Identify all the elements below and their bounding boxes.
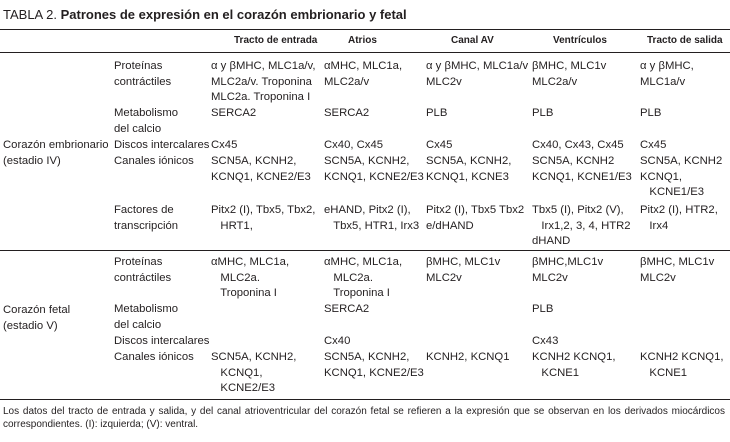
table-cell: SCN5A, KCNH2, KCNQ1, KCNE2/E3: [324, 351, 424, 379]
table-footnote: Los datos del tracto de entrada y salida, y del canal atrioventricular del corazón fetal se refieren a la expresión que se observan en los derivados miocárdicos correspondientes. (I): izquierda; (V): ventral.: [3, 406, 725, 430]
header-rule: [0, 52, 730, 53]
row-label: Metabolismo del calcio: [114, 107, 179, 135]
table-cell: SERCA2: [211, 107, 257, 119]
table-cell: SCN5A, KCNH2, KCNQ1, KCNE3: [426, 155, 512, 183]
table-cell: Cx45: [426, 139, 453, 151]
table-cell: Cx43: [532, 335, 559, 347]
table-cell: eHAND, Pitx2 (I), Tbx5, HTR1, Irx3: [324, 204, 420, 232]
table-cell: Cx45: [211, 139, 238, 151]
table-cell: Cx40, Cx45: [324, 139, 384, 151]
column-header-ventriculos: Ventrículos: [553, 35, 607, 46]
row-label: Proteínas contráctiles: [114, 60, 172, 88]
table-cell: KCNH2, KCNQ1: [426, 351, 510, 363]
row-label: Canales iónicos: [114, 351, 194, 363]
table-cell: KCNH2 KCNQ1, KCNE1: [640, 351, 724, 379]
table-cell: Cx40, Cx43, Cx45: [532, 139, 624, 151]
table-cell: βMHC,MLC1v MLC2v: [532, 256, 604, 284]
table-cell: SCN5A, KCNH2, KCNQ1, KCNE2/E3: [211, 351, 297, 394]
top-rule: [0, 29, 730, 30]
table-cell: SCN5A, KCNH2 KCNQ1, KCNE1/E3: [640, 155, 723, 198]
table-cell: SCN5A, KCNH2 KCNQ1, KCNE1/E3: [532, 155, 632, 183]
column-header-tracto-entrada: Tracto de entrada: [234, 35, 318, 46]
table-caption: [3, 7, 407, 22]
row-label: Discos intercalares: [114, 139, 210, 151]
column-header-canal-av: Canal AV: [451, 35, 494, 46]
table-cell: α y βMHC, MLC1a/v, MLC2a/v. Troponina MLC2a. Troponina I: [211, 60, 316, 103]
table-cell: PLB: [532, 303, 554, 315]
table-cell: KCNH2 KCNQ1, KCNE1: [532, 351, 616, 379]
column-header-atrios: Atrios: [348, 35, 377, 46]
table-cell: Pitx2 (I), Tbx5 Tbx2 e/dHAND: [426, 204, 525, 232]
table-cell: SCN5A, KCNH2, KCNQ1, KCNE2/E3: [211, 155, 311, 183]
row-label: Factores de transcripción: [114, 204, 179, 232]
table-cell: SERCA2: [324, 107, 370, 119]
row-label: Discos intercalares: [114, 335, 210, 347]
table-cell: α y βMHC, MLC1a/v MLC2v: [426, 60, 529, 88]
group-label-fetal: Corazón fetal (estadio V): [3, 304, 71, 332]
table-cell: PLB: [426, 107, 448, 119]
table-cell: SERCA2: [324, 303, 370, 315]
group-label-embrionario: Corazón embrionario (estadio IV): [3, 139, 109, 167]
table-cell: βMHC, MLC1v MLC2v: [426, 256, 501, 284]
column-header-tracto-salida: Tracto de salida: [647, 35, 723, 46]
table-cell: βMHC, MLC1v MLC2v: [640, 256, 715, 284]
table-cell: Tbx5 (I), Pitx2 (V), Irx1,2, 3, 4, HTR2 dHAND: [532, 204, 631, 247]
table-cell: βMHC, MLC1v MLC2a/v: [532, 60, 607, 88]
table-title: Patrones de expresión en el corazón embrionario y fetal: [60, 7, 407, 22]
row-label: Proteínas contráctiles: [114, 256, 172, 284]
table-cell: PLB: [532, 107, 554, 119]
table-cell: α y βMHC, MLC1a/v: [640, 60, 694, 88]
table-cell: PLB: [640, 107, 662, 119]
table-cell: αMHC, MLC1a, MLC2a. Troponina I: [211, 256, 290, 299]
table-cell: Cx45: [640, 139, 667, 151]
table-cell: Cx40: [324, 335, 351, 347]
row-label: Metabolismo del calcio: [114, 303, 179, 331]
table-cell: Pitx2 (I), Tbx5, Tbx2, HRT1,: [211, 204, 316, 232]
table-cell: Pitx2 (I), HTR2, Irx4: [640, 204, 718, 232]
table-cell: αMHC, MLC1a, MLC2a. Troponina I: [324, 256, 403, 299]
table-cell: SCN5A, KCNH2, KCNQ1, KCNE2/E3: [324, 155, 424, 183]
row-label: Canales iónicos: [114, 155, 194, 167]
table-label: TABLA 2.: [3, 7, 57, 22]
group-divider-rule: [0, 250, 730, 251]
table-cell: αMHC, MLC1a, MLC2a/v: [324, 60, 403, 88]
bottom-rule: [0, 399, 730, 400]
